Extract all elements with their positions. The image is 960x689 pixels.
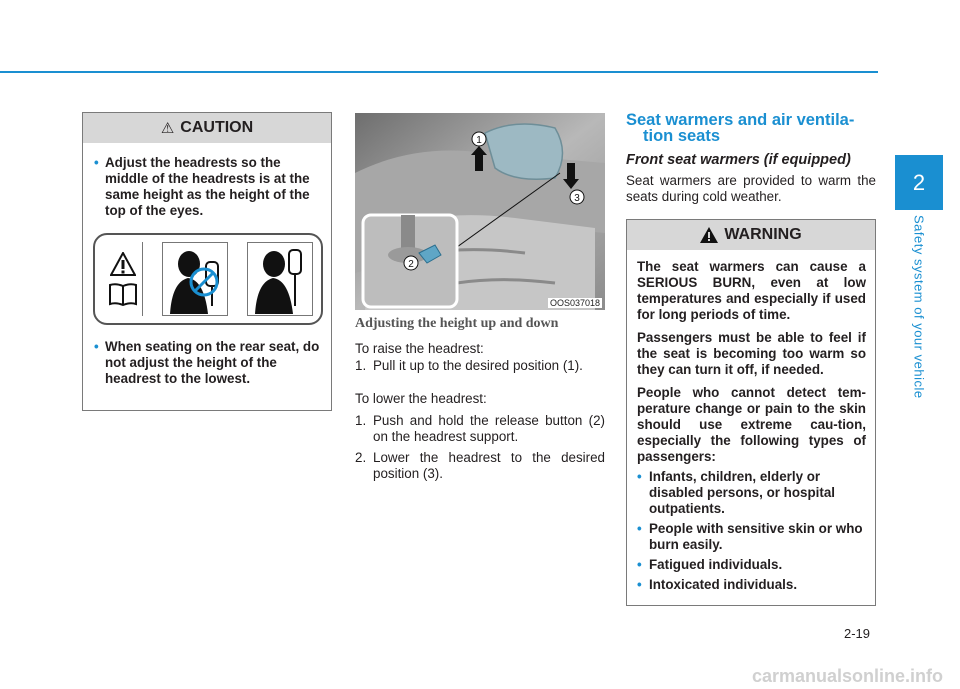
warning-paragraph: People who cannot detect tem-perature change or pain to the skin should use extreme cau-tion, especially the following types of passengers: (637, 385, 866, 464)
header-rule (0, 71, 878, 73)
lower-step: 2. Lower the headrest to the desired position (3). (355, 450, 605, 481)
bullet-icon: • (637, 521, 642, 536)
caution-header (83, 113, 331, 143)
caution-title: CAUTION (180, 119, 254, 136)
caution-item: • Adjust the headrests so the middle of the headrests is at the same height as the height of the top of the eyes. (94, 155, 310, 218)
headrest-photo (355, 113, 605, 310)
book-icon (108, 282, 138, 306)
person-correct-icon (249, 244, 311, 314)
adjusting-heading: Adjusting the height up and down (355, 316, 559, 331)
lower-intro: To lower the headrest: (355, 391, 487, 406)
incorrect-position-panel (162, 242, 228, 316)
chapter-number: 2 (912, 169, 926, 195)
warning-header (627, 220, 875, 250)
warning-box (626, 219, 876, 606)
bullet-icon: • (637, 469, 642, 484)
warning-title: WARNING (724, 226, 802, 243)
callout-3: 3 (574, 193, 580, 204)
figure-code: OOS037018 (549, 298, 600, 308)
warning-paragraph: The seat warmers can cause a SERIOUS BURN, even at low temperatures and especially if used for long periods of time. (637, 259, 866, 322)
correct-position-panel (247, 242, 313, 316)
warning-triangle-icon (700, 227, 718, 243)
footer-watermark[interactable]: carmanualsonline.info (752, 666, 944, 686)
seat-warmers-body: Seat warmers are provided to warm the seats during cold weather. (626, 173, 876, 204)
section-subtitle: Front seat warmers (if equipped) (626, 152, 851, 168)
warning-paragraph: Passengers must be able to feel if the seat is becoming too warm so they can turn it off, if needed. (637, 330, 866, 377)
bullet-icon: • (637, 557, 642, 572)
caution-item: • When seating on the rear seat, do not adjust the height of the headrest to the lowest. (94, 339, 320, 386)
chapter-tab[interactable] (895, 155, 943, 210)
warning-item: • Fatigued individuals. (637, 557, 783, 572)
warning-item: • People with sensitive skin or who burn easily. (637, 521, 863, 552)
caution-symbol-panel (103, 242, 143, 316)
bullet-icon: • (94, 339, 99, 354)
warning-item: • Infants, children, elderly or disabled persons, or hospital outpatients. (637, 469, 836, 516)
page-number: 2-19 (844, 626, 871, 641)
caution-box (82, 112, 332, 411)
headrest-illustration (93, 233, 323, 325)
chapter-title: Safety system of your vehicle (911, 215, 927, 399)
callout-1: 1 (476, 135, 482, 146)
lower-step: 1. Push and hold the release button (2) on the headrest support. (355, 413, 605, 444)
bullet-icon: • (637, 577, 642, 592)
warning-triangle-icon: ⚠ (160, 120, 175, 137)
raise-step: 1. Pull it up to the desired position (1). (355, 358, 583, 373)
rear-seat-headrest-image (355, 113, 605, 310)
exclamation-triangle-icon (110, 252, 136, 276)
person-incorrect-icon (164, 244, 226, 314)
section-title: Seat warmers and air ventila- tion seats (626, 111, 855, 145)
warning-item: • Intoxicated individuals. (637, 577, 798, 592)
callout-2: 2 (408, 259, 414, 270)
bullet-icon: • (94, 155, 99, 170)
raise-intro: To raise the headrest: (355, 341, 484, 356)
